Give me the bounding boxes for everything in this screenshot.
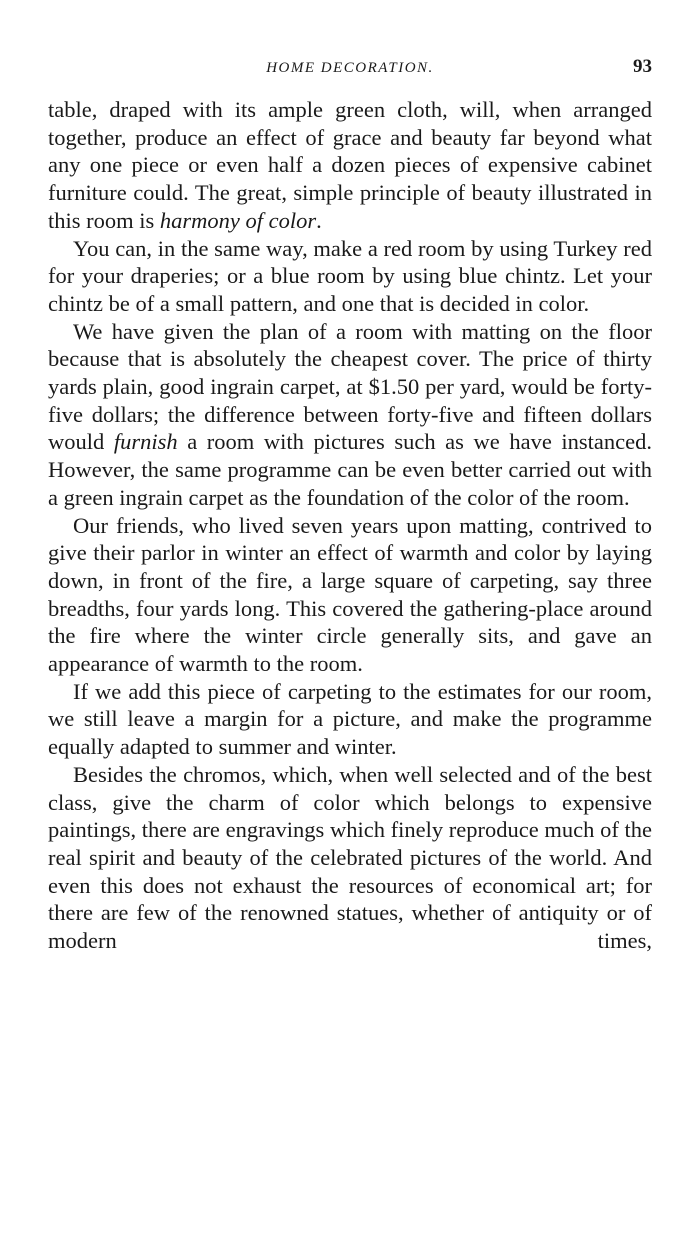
book-page — [48, 56, 652, 955]
paragraph-text: If we add this piece of carpeting to the estimates for our room, we still leave a margin for a picture, and make the programme equally adapted to summer and winter. — [48, 678, 652, 760]
running-title: HOME DECORATION. — [266, 60, 434, 76]
page-number: 93 — [633, 56, 652, 77]
paragraph-text: a room with pictures such as we have instanced. However, the same programme can be even better carried out with a green ingrain carpet as the foundation of the color of the room. — [48, 429, 653, 510]
emphasis-text: harmony of color — [159, 207, 317, 233]
paragraph-text: Besides the chromos, which, when well selected and of the best class, give the charm of color which belongs to expensive paintings, there are engravings which finely reproduce much of the real spirit and beauty of the celebrated pictures of the world. And even this does not exhaust the resources of economical art; for there are few of the renowned statues, whether of antiquity or of modern times, — [48, 761, 652, 954]
paragraph — [48, 96, 652, 235]
paragraph-text: table, draped with its ample green cloth, will, when arranged together, produce an effect of grace and beauty far beyond what any one piece or even half a dozen pieces of expensive cabinet furniture could. The great, simple principle of beauty illustrated in this room is — [48, 97, 652, 233]
body-text — [48, 96, 652, 955]
paragraph-text: . — [316, 207, 322, 233]
emphasis-text: furnish — [113, 429, 178, 455]
paragraph — [48, 678, 652, 761]
paragraph — [48, 512, 652, 678]
paragraph-text: We have given the plan of a room with matting on the floor because that is absolutely the cheapest cover. The price of thirty yards plain, good ingrain carpet, at $1.50 per yard, would be forty-five dollars; the difference between forty-five and fifteen dollars would — [48, 318, 652, 455]
paragraph-text: You can, in the same way, make a red room by using Turkey red for your draperies; or a blue room by using blue chintz. Let your chintz be of a small pattern, and one that is decided in color. — [48, 235, 652, 316]
running-header — [48, 56, 652, 86]
paragraph — [48, 318, 652, 512]
paragraph — [48, 761, 652, 955]
paragraph-text: Our friends, who lived seven years upon matting, contrived to give their parlor in winter an effect of warmth and color by laying down, in front of the fire, a large square of carpeting, say three breadths, four yards long. This covered the gathering-place around the fire where the winter circle generally sits, and gave an appearance of warmth to the room. — [48, 512, 652, 677]
paragraph — [48, 235, 652, 318]
